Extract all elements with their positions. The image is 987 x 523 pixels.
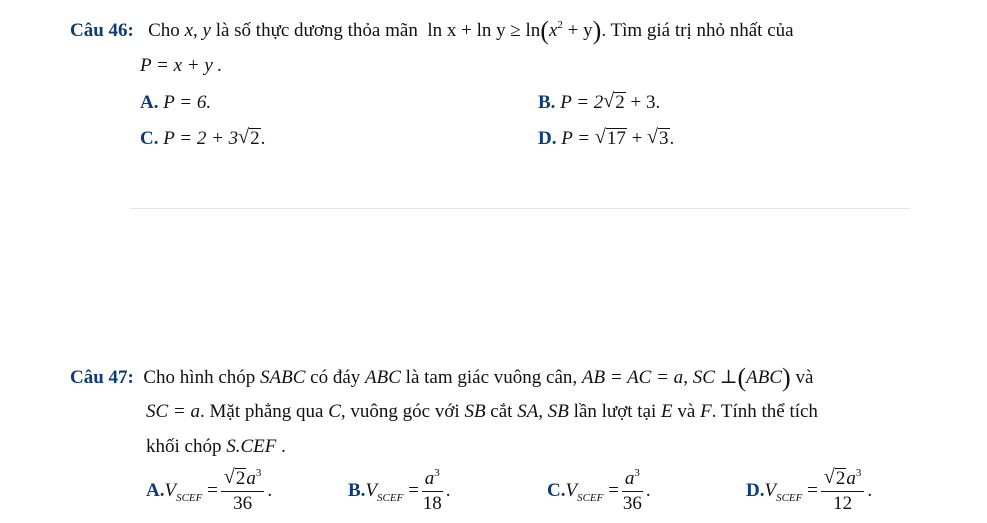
q46-comma: , [193, 20, 198, 41]
fraction [221, 468, 265, 515]
q46-stem-line1: Câu 46: Cho x, y là số thực dương thỏa mãn $\ln x + \ln y \ge \ln(x^2 + y)$. Tìm giá trị nhỏ nhất của [70, 16, 794, 45]
q46-ineq-inner-1: x [548, 20, 558, 41]
q46-option-a[interactable] [140, 92, 211, 114]
q46-option-d-mid: + [631, 128, 643, 149]
q47-perp: SC ⊥ [692, 367, 738, 388]
q47-option-d-label: D. [746, 479, 765, 501]
q47-option-b-label: B. [348, 479, 366, 501]
q47-option-a-num-var: a [246, 468, 256, 489]
q47-sb: SB [464, 401, 486, 422]
q47-option-b-num-var: a [424, 468, 435, 489]
q46-ineq-exp: 2 [557, 19, 563, 31]
q47-text-3a: khối chóp [146, 436, 222, 457]
q47-option-d[interactable]: $D.V_{SCEF}$ = √ $\frac{2a^3}{12}$ . [746, 468, 872, 515]
q47-sub: SCEF [176, 491, 203, 504]
q47-option-b-den: 18 [422, 493, 442, 514]
q47-f: F [700, 401, 712, 422]
q47-option-c-exp: 3 [634, 467, 640, 479]
fraction [422, 468, 443, 515]
q47-sub: SCEF [377, 491, 404, 504]
q47-option-a-num-rad: 2 [235, 468, 246, 489]
q47-sub: SCEF [577, 491, 604, 504]
q46-option-b-label: B. [538, 92, 556, 113]
sqrt-symbol [224, 468, 247, 490]
sqrt-symbol [603, 92, 626, 114]
q47-text-2c: cắt [490, 401, 513, 422]
q46-option-c-post: . [260, 128, 266, 149]
q47-v: V [365, 479, 378, 501]
q47-option-d-den: 12 [833, 493, 853, 514]
q47-v: V [764, 479, 777, 501]
q47-text-1c: là tam giác vuông cân, [405, 367, 578, 388]
q46-option-d-pre: P = [561, 128, 595, 149]
q46-option-d-post: . [669, 128, 675, 149]
q47-option-b[interactable]: $B.V_{SCEF}$ = $\frac{a^3}{18}$ . [348, 467, 451, 514]
q47-option-c-den: 36 [622, 493, 642, 514]
q47-eq1: AB = AC = a [581, 367, 684, 388]
q46-option-b-rad: 2 [615, 92, 625, 113]
q46-option-b[interactable] [538, 92, 660, 114]
q47-va2: và [677, 401, 696, 422]
q47-sabc: SABC [260, 367, 306, 388]
q46-var-x: x [184, 20, 193, 41]
q47-text-1a: Cho hình chóp [143, 367, 256, 388]
q47-va: và [795, 367, 814, 388]
q47-option-c-label: C. [547, 479, 566, 501]
q47-option-a-den: 36 [233, 493, 253, 514]
q46-stem-line2: P = x + y . [140, 55, 223, 76]
q46-text-2: là số thực dương thỏa mãn [215, 20, 418, 41]
q47-stem-line1: Câu 47: Cho hình chóp SABC có đáy ABC là tam giác vuông cân, AB = AC = a, SC ⊥(ABC) và [70, 363, 814, 392]
q47-option-d-num-rad: 2 [835, 468, 846, 489]
q47-abc: ABC [365, 367, 401, 388]
q47-abc2: ABC [746, 367, 783, 388]
q46-option-a-text: P = 6. [163, 92, 212, 113]
q46-option-c-label: C. [140, 128, 159, 149]
q46-option-b-pre: P = 2 [560, 92, 604, 113]
sqrt-symbol [647, 128, 670, 150]
q47-stem-line2 [146, 401, 818, 423]
q46-option-c-rad: 2 [250, 128, 260, 149]
q47-e: E [661, 401, 673, 422]
q47-option-a-label: A. [146, 479, 165, 501]
q47-sc: SC = a [146, 401, 200, 422]
q47-text-2e: . Tính thể tích [711, 401, 818, 422]
q46-option-b-post: + 3. [630, 92, 661, 113]
q46-option-d-rad2: 3 [659, 128, 669, 149]
sqrt-symbol [824, 468, 847, 490]
q47-text-2d: lần lượt tại [573, 401, 657, 422]
q46-ineq-inner-2: + y [567, 20, 593, 41]
q46-option-c[interactable] [140, 128, 265, 150]
q46-label: Câu 46: [70, 20, 134, 41]
q46-ineq-lhs: ln x + ln y ≥ ln [427, 20, 541, 41]
q47-option-d-exp: 3 [855, 467, 862, 479]
q46-text-3: . Tìm giá trị nhỏ nhất của [601, 20, 794, 41]
q47-option-a-exp: 3 [255, 467, 262, 479]
q46-option-d-rad1: 17 [606, 128, 626, 149]
q47-scef: S.CEF [226, 436, 277, 457]
q47-comma: , [683, 367, 688, 388]
page-divider [130, 208, 910, 209]
q47-option-c-num-var: a [624, 468, 635, 489]
q46-option-d[interactable] [538, 128, 674, 150]
sqrt-symbol [595, 128, 627, 150]
q47-option-a[interactable]: $A.V_{SCEF}$ = √ $\frac{2a^3}{36}$ . [146, 468, 272, 515]
q47-text-3b: . [281, 436, 286, 457]
fraction [821, 468, 865, 515]
q47-option-c[interactable]: $C.V_{SCEF}$ = $\frac{a^3}{36}$ . [547, 467, 651, 514]
q47-text-1b: có đáy [310, 367, 361, 388]
q47-text-2b: , vuông góc với [340, 401, 460, 422]
q47-c: C [328, 401, 341, 422]
q47-option-d-num-var: a [846, 468, 856, 489]
q47-label: Câu 47: [70, 367, 134, 388]
q47-option-b-exp: 3 [434, 467, 440, 479]
q47-v: V [565, 479, 578, 501]
q46-var-y: y [202, 20, 211, 41]
q46-option-c-pre: P = 2 + 3 [163, 128, 239, 149]
sqrt-symbol [238, 128, 261, 150]
q47-text-2a: . Mặt phẳng qua [200, 401, 324, 422]
q46-option-d-label: D. [538, 128, 557, 149]
q47-stem-line3 [146, 436, 286, 458]
fraction [622, 468, 643, 515]
q47-sasb: SA, SB [517, 401, 569, 422]
q46-option-a-label: A. [140, 92, 159, 113]
q47-sub: SCEF [776, 491, 803, 504]
q47-v: V [164, 479, 177, 501]
q46-text-1: Cho [148, 20, 180, 41]
